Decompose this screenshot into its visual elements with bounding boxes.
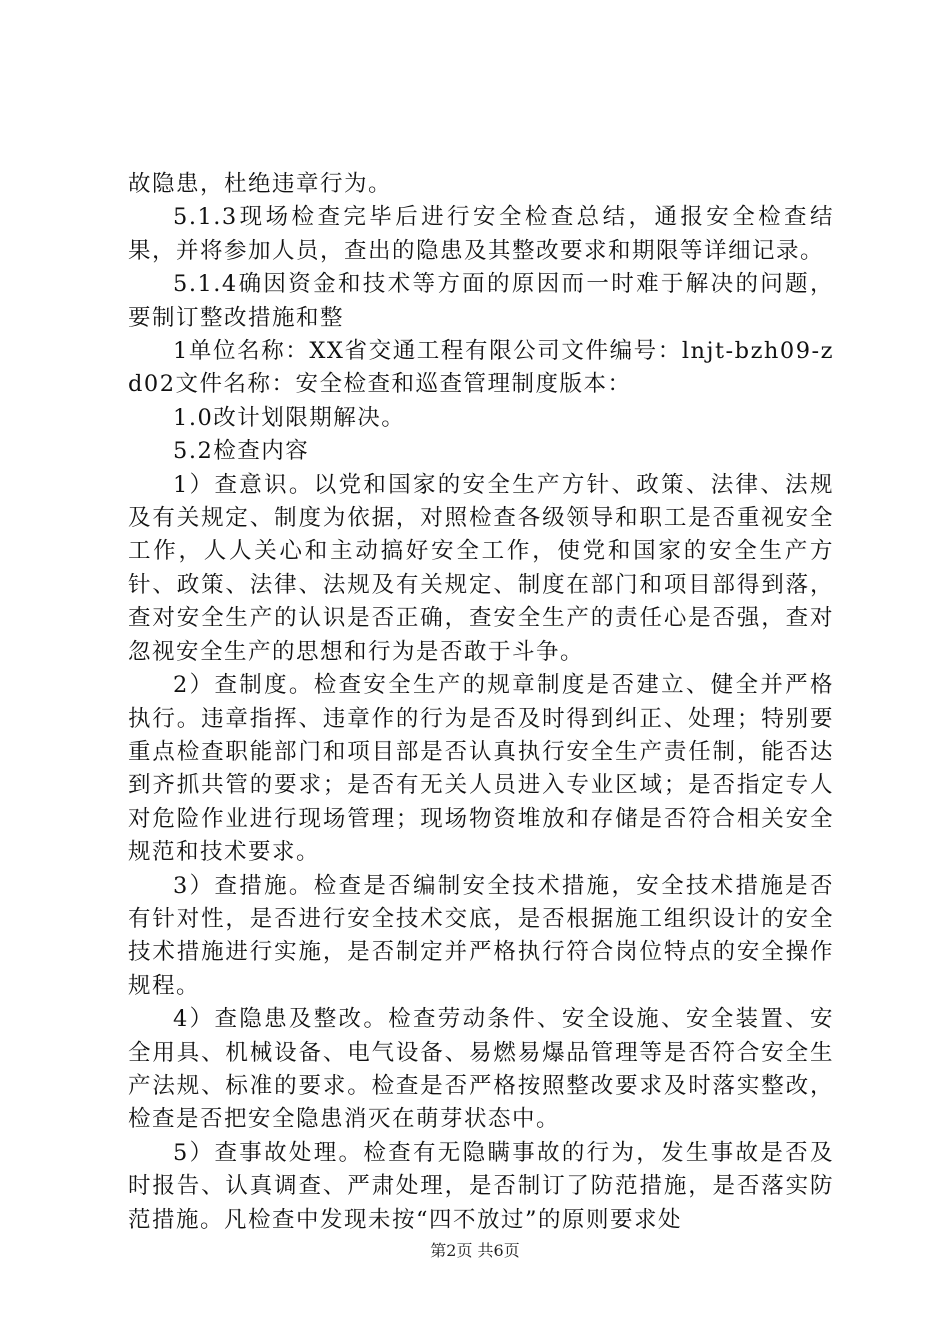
page-footer: 第2页 共6页: [430, 1241, 520, 1260]
paragraph-5-1-3: 5.1.3现场检查完毕后进行安全检查总结，通报安全检查结果，并将参加人员，查出的隐患及其整改要求和期限等详细记录。: [128, 204, 834, 264]
paragraph-5-1-4: 5.1.4确因资金和技术等方面的原因而一时难于解决的问题，要制订整改措施和整: [128, 271, 834, 331]
section-heading-5-2: 5.2检查内容: [173, 438, 310, 465]
paragraph-version-continuation: 1.0改计划限期解决。: [173, 404, 406, 431]
item-1-awareness: 1）查意识。以党和国家的安全生产方针、政策、法律、法规及有关规定、制度为依据，对照检查各级领导和职工是否重视安全工作，人人关心和主动搞好安全工作，使党和国家的安全生产方针、政策、法律、法规及有关规定、制度在部门和项目部得到落，查对安全生产的认识是否正确，查安全生产的责任心是否强，查对忽视安全生产的思想和行为是否敢于斗争。: [128, 471, 834, 665]
document-body: [128, 168, 834, 1237]
paragraph-continuation: 故隐患，杜绝违章行为。: [128, 171, 393, 197]
item-2-rules: 2）查制度。检查安全生产的规章制度是否建立、健全并严格执行。违章指挥、违章作的行为是否及时得到纠正、处理；特别要重点检查职能部门和项目部是否认真执行安全生产责任制，能否达到齐抓共管的要求；是否有无关人员进入专业区域；是否指定专人对危险作业进行现场管理；现场物资堆放和存储是否符合相关安全规范和技术要求。: [128, 672, 834, 866]
item-5-accidents: 5）查事故处理。检查有无隐瞒事故的行为，发生事故是否及时报告、认真调查、严肃处理，是否制订了防范措施，是否落实防范措施。凡检查中发现未按“四不放过”的原则要求处: [128, 1139, 834, 1233]
header-info-line: 1单位名称：XX省交通工程有限公司文件编号：lnjt-bzh09-zd02文件名称：安全检查和巡查管理制度版本：: [128, 338, 834, 398]
item-3-measures: 3）查措施。检查是否编制安全技术措施，安全技术措施是否有针对性，是否进行安全技术交底，是否根据施工组织设计的安全技术措施进行实施，是否制定并严格执行符合岗位特点的安全操作规程。: [128, 872, 834, 999]
item-4-hazards: 4）查隐患及整改。检查劳动条件、安全设施、安全装置、安全用具、机械设备、电气设备、易燃易爆品管理等是否符合安全生产法规、标准的要求。检查是否严格按照整改要求及时落实整改，检查是否把安全隐患消灭在萌芽状态中。: [128, 1006, 834, 1133]
